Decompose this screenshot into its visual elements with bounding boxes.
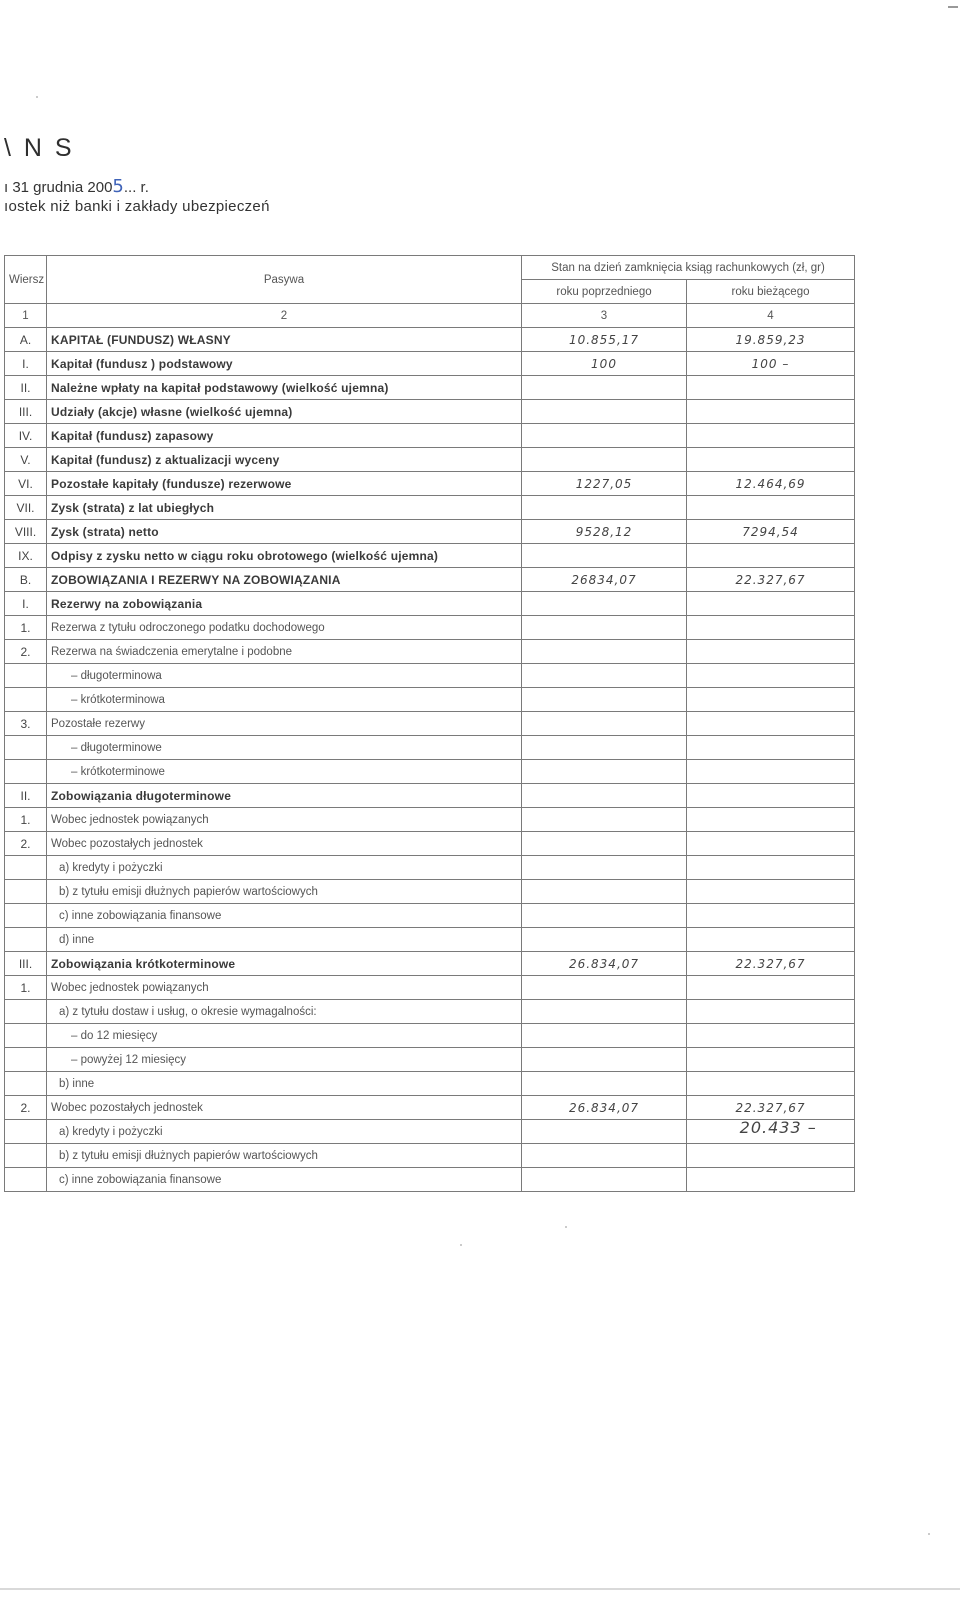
row-number: 1. [5, 976, 47, 1000]
table-row [5, 712, 855, 736]
value-previous-year: 9528,12 [522, 520, 687, 544]
row-label: Wobec pozostałych jednostek [47, 1096, 522, 1120]
row-number [5, 736, 47, 760]
table-row [5, 1096, 855, 1120]
value-current-year [687, 904, 855, 928]
row-label: b) z tytułu emisji dłużnych papierów wartościowych [47, 1144, 522, 1168]
row-number: 3. [5, 712, 47, 736]
row-label: b) inne [47, 1072, 522, 1096]
value-current-year [687, 1120, 855, 1144]
table-row [5, 1120, 855, 1144]
value-previous-year: 26.834,07 [522, 1096, 687, 1120]
value-previous-year [522, 1072, 687, 1096]
header-wiersz: Wiersz [5, 256, 47, 304]
row-number: 1. [5, 616, 47, 640]
value-previous-year [522, 496, 687, 520]
value-previous-year [522, 832, 687, 856]
value-current-year [687, 496, 855, 520]
row-label: Należne wpłaty na kapitał podstawowy (wielkość ujemna) [47, 376, 522, 400]
row-number [5, 1000, 47, 1024]
row-label: – powyżej 12 miesięcy [47, 1048, 522, 1072]
row-number: III. [5, 952, 47, 976]
row-label: – krótkoterminowe [47, 760, 522, 784]
row-label: – długoterminowa [47, 664, 522, 688]
value-previous-year [522, 1120, 687, 1144]
value-current-year [687, 592, 855, 616]
value-previous-year [522, 592, 687, 616]
scan-speck [565, 1226, 567, 1228]
row-number: B. [5, 568, 47, 592]
row-label: – krótkoterminowa [47, 688, 522, 712]
value-current-year [687, 1024, 855, 1048]
table-row [5, 808, 855, 832]
row-number: I. [5, 352, 47, 376]
row-number: 2. [5, 1096, 47, 1120]
scan-bottom-edge [0, 1588, 960, 1590]
value-current-year [687, 784, 855, 808]
value-current-year [687, 520, 855, 544]
row-label: Zysk (strata) netto [47, 520, 522, 544]
table-row [5, 1024, 855, 1048]
row-label: KAPITAŁ (FUNDUSZ) WŁASNY [47, 328, 522, 352]
table-row [5, 1000, 855, 1024]
row-label: Zobowiązania krótkoterminowe [47, 952, 522, 976]
row-number [5, 856, 47, 880]
value-previous-year [522, 712, 687, 736]
value-current-year [687, 976, 855, 1000]
row-number [5, 904, 47, 928]
value-current-year [687, 424, 855, 448]
value-previous-year: 10.855,17 [522, 328, 687, 352]
row-number: V. [5, 448, 47, 472]
row-number: IV. [5, 424, 47, 448]
row-label: Odpisy z zysku netto w ciągu roku obrotowego (wielkość ujemna) [47, 544, 522, 568]
row-number [5, 1048, 47, 1072]
date-prefix: ı 31 grudnia 200 [4, 179, 113, 196]
row-label: Udziały (akcje) własne (wielkość ujemna) [47, 400, 522, 424]
value-current-year [687, 1000, 855, 1024]
value-previous-year [522, 880, 687, 904]
table-row [5, 1168, 855, 1192]
value-current-year [687, 736, 855, 760]
value-previous-year [522, 376, 687, 400]
table-row [5, 1048, 855, 1072]
value-previous-year [522, 616, 687, 640]
table-row [5, 448, 855, 472]
row-label: Rezerwa na świadczenia emerytalne i podobne [47, 640, 522, 664]
value-current-year [687, 1144, 855, 1168]
row-label: Wobec pozostałych jednostek [47, 832, 522, 856]
row-label: Pozostałe kapitały (fundusze) rezerwowe [47, 472, 522, 496]
value-current-year [687, 352, 855, 376]
row-number: IX. [5, 544, 47, 568]
value-current-year [687, 616, 855, 640]
row-label: – do 12 miesięcy [47, 1024, 522, 1048]
row-label: a) kredyty i pożyczki [47, 856, 522, 880]
value-previous-year [522, 400, 687, 424]
table-row [5, 880, 855, 904]
table-row [5, 616, 855, 640]
value-current-year [687, 952, 855, 976]
row-label: a) z tytułu dostaw i usług, o okresie wymagalności: [47, 1000, 522, 1024]
row-label: Kapitał (fundusz) zapasowy [47, 424, 522, 448]
row-label: Rezerwy na zobowiązania [47, 592, 522, 616]
header-prev-year: roku poprzedniego [522, 280, 687, 304]
row-number [5, 760, 47, 784]
table-row [5, 472, 855, 496]
header-col-3: 3 [522, 304, 687, 328]
value-previous-year [522, 808, 687, 832]
row-label: Zysk (strata) z lat ubiegłych [47, 496, 522, 520]
value-previous-year [522, 1048, 687, 1072]
row-label: Rezerwa z tytułu odroczonego podatku dochodowego [47, 616, 522, 640]
row-label: Kapitał (fundusz) z aktualizacji wyceny [47, 448, 522, 472]
row-label: c) inne zobowiązania finansowe [47, 1168, 522, 1192]
value-previous-year [522, 544, 687, 568]
value-current-year [687, 688, 855, 712]
value-previous-year [522, 736, 687, 760]
handwritten-year-digit: 5 [112, 176, 124, 197]
table-row [5, 760, 855, 784]
value-current-year [687, 832, 855, 856]
value-current-year [687, 448, 855, 472]
value-previous-year [522, 1000, 687, 1024]
value-current-year [687, 1096, 855, 1137]
value-previous-year [522, 1168, 687, 1192]
value-previous-year: 26834,07 [522, 568, 687, 592]
value-current-main: 19.859,23 [735, 332, 806, 347]
scan-speck [928, 1533, 930, 1535]
row-label: ZOBOWIĄZANIA I REZERWY NA ZOBOWIĄZANIA [47, 568, 522, 592]
row-number [5, 1024, 47, 1048]
table-row [5, 352, 855, 376]
table-row [5, 424, 855, 448]
value-current-year [687, 880, 855, 904]
balance-sheet-table [4, 255, 855, 1192]
value-current-year [687, 1072, 855, 1096]
value-previous-year [522, 1024, 687, 1048]
value-previous-year [522, 424, 687, 448]
row-label: – długoterminowe [47, 736, 522, 760]
value-current-main: 22.327,67 [735, 956, 806, 971]
document-title: \ N S [4, 134, 75, 162]
scan-speck [36, 96, 38, 98]
row-number: 2. [5, 832, 47, 856]
value-current-year [687, 1168, 855, 1192]
table-row [5, 736, 855, 760]
value-current-main: 22.327,67 [735, 572, 806, 587]
row-label: a) kredyty i pożyczki [47, 1120, 522, 1144]
value-current-handwritten-extra: 20.433 – [739, 1118, 817, 1137]
header-col-4: 4 [687, 304, 855, 328]
value-current-year [687, 712, 855, 736]
row-label: Wobec jednostek powiązanych [47, 976, 522, 1000]
document-subtitle: ıostek niż banki i zakłady ubezpieczeń [4, 198, 270, 215]
row-number: VIII. [5, 520, 47, 544]
table-row [5, 400, 855, 424]
table-row [5, 568, 855, 592]
table-row [5, 376, 855, 400]
value-previous-year [522, 688, 687, 712]
row-number: VII. [5, 496, 47, 520]
scan-corner-mark [948, 6, 958, 8]
value-current-year [687, 808, 855, 832]
table-row [5, 904, 855, 928]
row-label: b) z tytułu emisji dłużnych papierów wartościowych [47, 880, 522, 904]
row-number: III. [5, 400, 47, 424]
table-row [5, 952, 855, 976]
scan-speck [460, 1244, 462, 1246]
table-row [5, 1072, 855, 1096]
row-label: c) inne zobowiązania finansowe [47, 904, 522, 928]
row-number [5, 664, 47, 688]
value-current-year [687, 472, 855, 496]
value-previous-year [522, 856, 687, 880]
header-stan: Stan na dzień zamknięcia ksiąg rachunkowych (zł, gr) [522, 256, 855, 280]
value-current-year [687, 328, 855, 352]
row-label: Kapitał (fundusz ) podstawowy [47, 352, 522, 376]
value-current-year [687, 376, 855, 400]
table-row [5, 664, 855, 688]
value-current-year [687, 664, 855, 688]
row-number [5, 1072, 47, 1096]
row-number: 1. [5, 808, 47, 832]
table-row [5, 976, 855, 1000]
value-current-main: 100 – [751, 356, 790, 371]
table-row [5, 592, 855, 616]
value-previous-year [522, 928, 687, 952]
table-row [5, 496, 855, 520]
value-current-main: 22.327,67 [735, 1100, 806, 1115]
value-current-main: 12.464,69 [735, 476, 806, 491]
value-previous-year [522, 1144, 687, 1168]
row-number [5, 1168, 47, 1192]
value-previous-year [522, 976, 687, 1000]
table-row [5, 544, 855, 568]
table-row [5, 832, 855, 856]
value-previous-year [522, 448, 687, 472]
value-current-main: 7294,54 [742, 524, 799, 539]
value-previous-year: 100 [522, 352, 687, 376]
value-current-year [687, 760, 855, 784]
header-col-2: 2 [47, 304, 522, 328]
value-previous-year: 26.834,07 [522, 952, 687, 976]
table-row [5, 1144, 855, 1168]
table-row [5, 688, 855, 712]
row-number: II. [5, 376, 47, 400]
table-row [5, 520, 855, 544]
row-number [5, 880, 47, 904]
value-previous-year [522, 784, 687, 808]
table-row [5, 328, 855, 352]
table-row [5, 928, 855, 952]
row-label: d) inne [47, 928, 522, 952]
row-number [5, 1120, 47, 1144]
row-number [5, 688, 47, 712]
row-number: A. [5, 328, 47, 352]
header-pasywa: Pasywa [47, 256, 522, 304]
row-label: Wobec jednostek powiązanych [47, 808, 522, 832]
value-current-year [687, 1048, 855, 1072]
value-current-year [687, 568, 855, 592]
value-current-year [687, 544, 855, 568]
value-previous-year [522, 640, 687, 664]
row-label: Zobowiązania długoterminowe [47, 784, 522, 808]
balance-date [4, 176, 149, 197]
header-curr-year: roku bieżącego [687, 280, 855, 304]
value-current-year [687, 928, 855, 952]
value-previous-year [522, 904, 687, 928]
row-label: Pozostałe rezerwy [47, 712, 522, 736]
table-row [5, 856, 855, 880]
table-row [5, 784, 855, 808]
table-row [5, 640, 855, 664]
value-current-year [687, 640, 855, 664]
row-number: 2. [5, 640, 47, 664]
row-number: II. [5, 784, 47, 808]
value-previous-year [522, 760, 687, 784]
row-number [5, 928, 47, 952]
table-body [5, 328, 855, 1192]
value-current-year [687, 856, 855, 880]
value-previous-year: 1227,05 [522, 472, 687, 496]
value-current-year [687, 400, 855, 424]
row-number [5, 1144, 47, 1168]
value-previous-year [522, 664, 687, 688]
date-suffix: ... r. [123, 179, 149, 196]
row-number: I. [5, 592, 47, 616]
header-col-1: 1 [5, 304, 47, 328]
row-number: VI. [5, 472, 47, 496]
